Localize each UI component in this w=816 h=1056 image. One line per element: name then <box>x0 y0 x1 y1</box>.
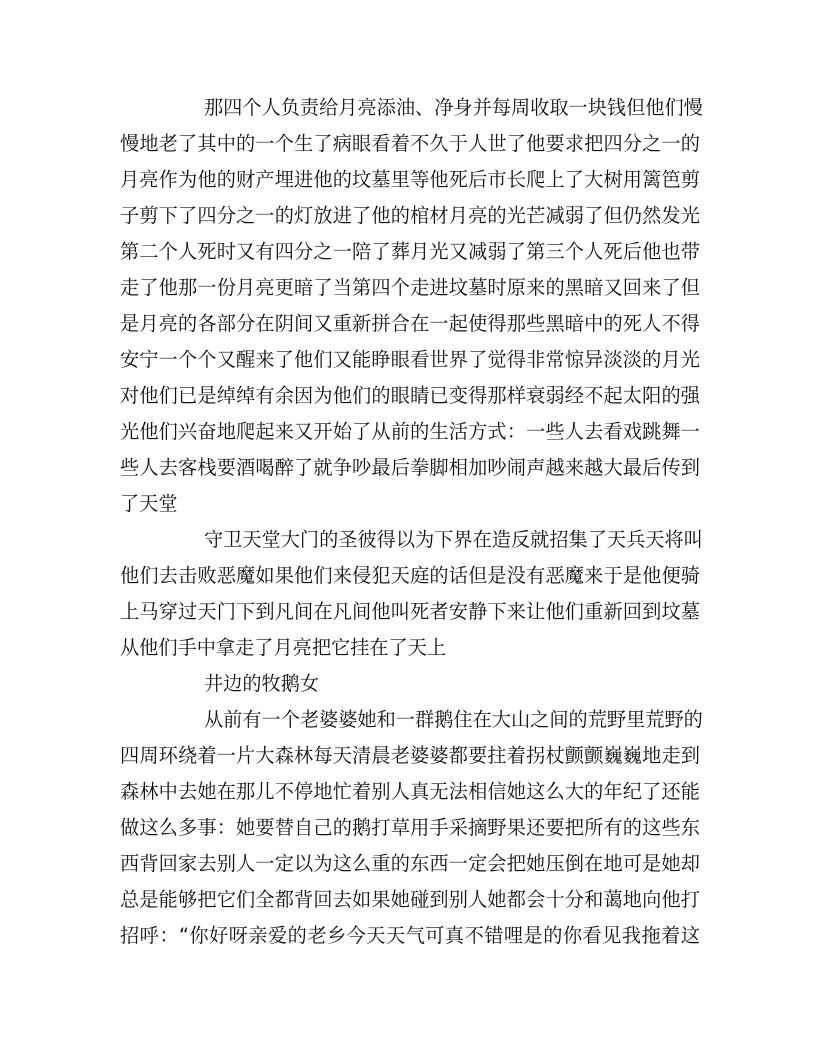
paragraph-line: 些人去客栈要酒喝醉了就争吵最后拳脚相加吵闹声越来越大最后传到 <box>120 456 700 479</box>
paragraph-line: 是月亮的各部分在阴间又重新拼合在一起使得那些黑暗中的死人不得 <box>120 312 700 335</box>
paragraph-line: 守卫天堂大门的圣彼得以为下界在造反就招集了天兵天将叫 <box>204 528 703 551</box>
paragraph-line: 光他们兴奋地爬起来又开始了从前的生活方式：一些人去看戏跳舞一 <box>120 420 700 443</box>
paragraph-line: 那四个人负责给月亮添油、净身并每周收取一块钱但他们慢 <box>204 96 703 119</box>
paragraph-line: 从他们手中拿走了月亮把它挂在了天上 <box>120 636 447 659</box>
story-title: 井边的牧鹅女 <box>204 672 320 695</box>
paragraph-line: 月亮作为他的财产埋进他的坟墓里等他死后市长爬上了大树用篱笆剪 <box>120 168 700 191</box>
paragraph-line: 总是能够把它们全都背回去如果她碰到别人她都会十分和蔼地向他打 <box>120 888 700 911</box>
paragraph-line: 了天堂 <box>120 492 178 515</box>
paragraph-line: 他们去击败恶魔如果他们来侵犯天庭的话但是没有恶魔来于是他便骑 <box>120 564 700 587</box>
paragraph-line: 安宁一个个又醒来了他们又能睁眼看世界了觉得非常惊异淡淡的月光 <box>120 348 700 371</box>
paragraph-line: 走了他那一份月亮更暗了当第四个走进坟墓时原来的黑暗又回来了但 <box>120 276 700 299</box>
paragraph-line: 招呼：“你好呀亲爱的老乡今天天气可真不错哩是的你看见我拖着这 <box>120 924 700 947</box>
paragraph-line: 对他们已是绰绰有余因为他们的眼睛已变得那样衰弱经不起太阳的强 <box>120 384 700 407</box>
paragraph-line: 第二个人死时又有四分之一陪了葬月光又减弱了第三个人死后他也带 <box>120 240 700 263</box>
paragraph-line: 从前有一个老婆婆她和一群鹅住在大山之间的荒野里荒野的 <box>204 708 703 731</box>
paragraph-line: 西背回家去别人一定以为这么重的东西一定会把她压倒在地可是她却 <box>120 852 700 875</box>
paragraph-line: 慢地老了其中的一个生了病眼看着不久于人世了他要求把四分之一的 <box>120 132 700 155</box>
paragraph-line: 森林中去她在那儿不停地忙着别人真无法相信她这么大的年纪了还能 <box>120 780 700 803</box>
paragraph-line: 做这么多事：她要替自己的鹅打草用手采摘野果还要把所有的这些东 <box>120 816 700 839</box>
paragraph-line: 四周环绕着一片大森林每天清晨老婆婆都要拄着拐杖颤颤巍巍地走到 <box>120 744 700 767</box>
paragraph-line: 子剪下了四分之一的灯放进了他的棺材月亮的光芒减弱了但仍然发光 <box>120 204 700 227</box>
paragraph-line: 上马穿过天门下到凡间在凡间他叫死者安静下来让他们重新回到坟墓 <box>120 600 700 623</box>
